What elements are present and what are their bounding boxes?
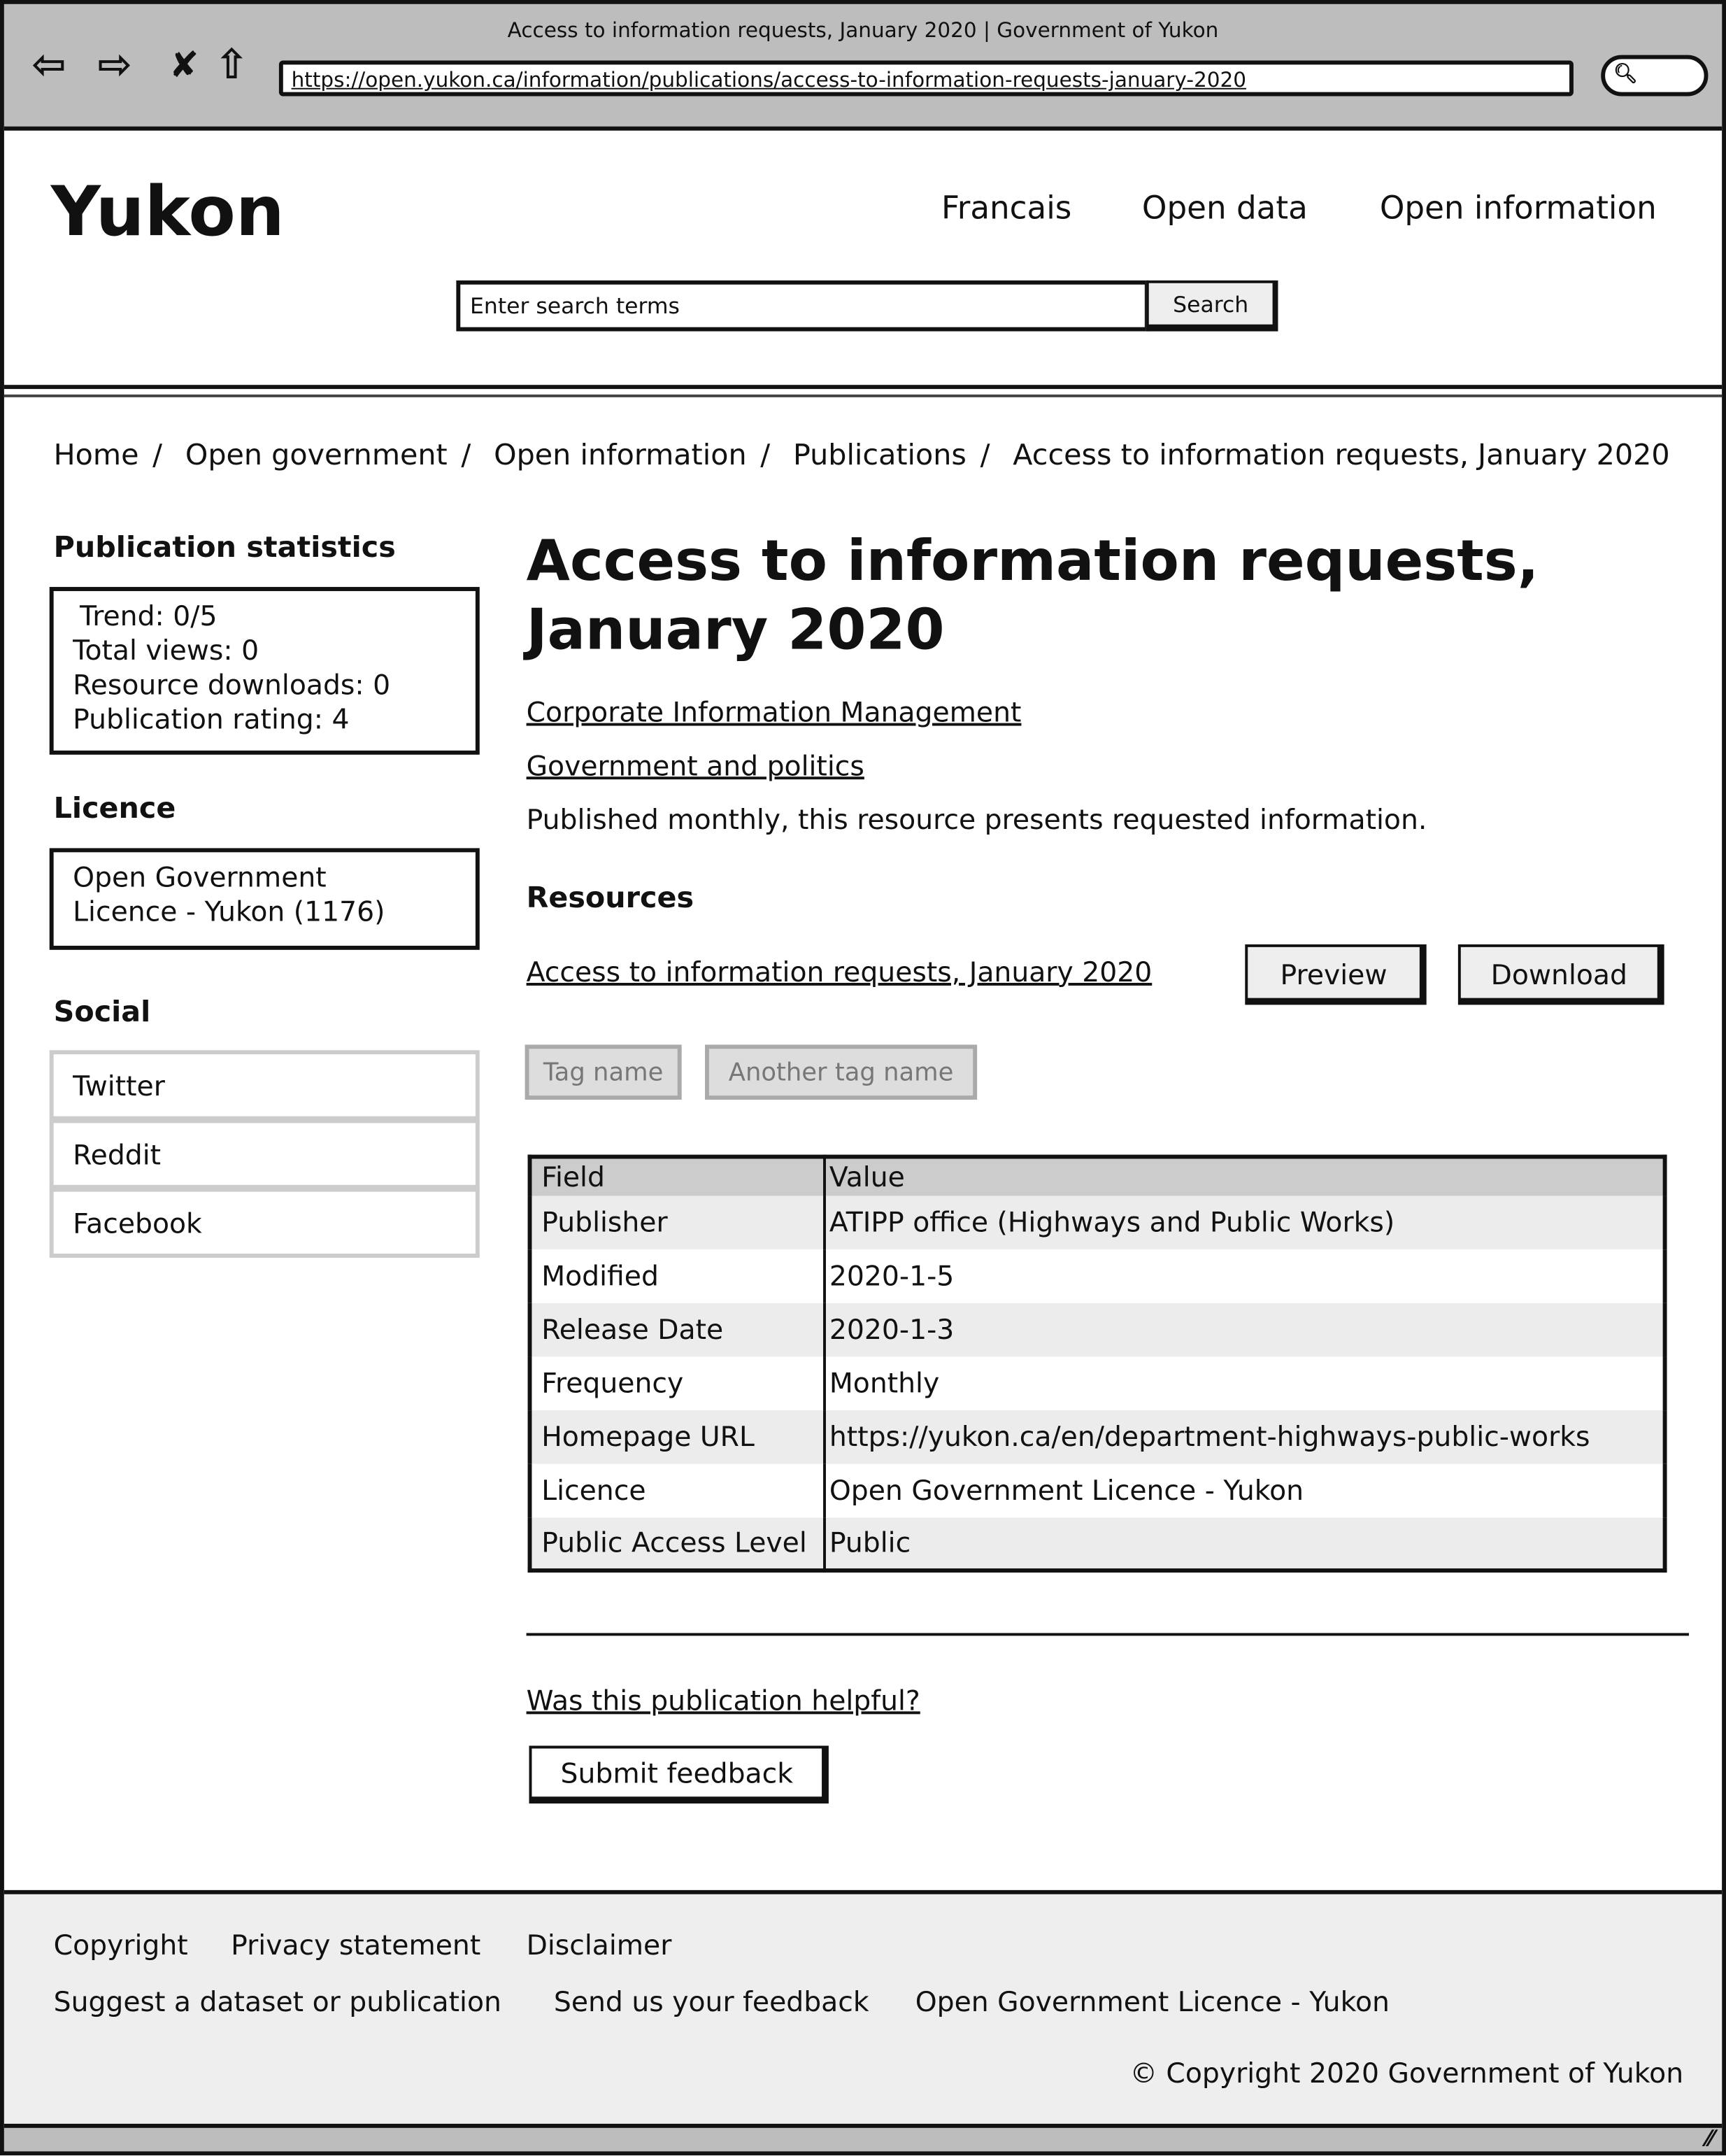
nav-open-information[interactable]: Open information [1379, 191, 1657, 227]
table-row [530, 1463, 1665, 1517]
resources-heading: Resources [526, 881, 694, 914]
breadcrumb-home[interactable]: Home [53, 438, 139, 471]
licence-heading: Licence [53, 791, 176, 825]
resize-handle-icon[interactable]: ⁄⁄ [1706, 2125, 1714, 2152]
feedback-question-link[interactable]: Was this publication helpful? [526, 1684, 920, 1717]
footer-suggest-link[interactable]: Suggest a dataset or publication [53, 1985, 501, 2018]
category-link[interactable]: Government and politics [526, 749, 864, 783]
social-heading: Social [53, 995, 151, 1028]
table-header-row [530, 1157, 1665, 1196]
breadcrumb-separator: / [152, 438, 163, 471]
footer-licence-link[interactable]: Open Government Licence - Yukon [915, 1985, 1390, 2018]
value-cell: Public [824, 1517, 1665, 1570]
back-arrow-icon[interactable]: ⇦ [31, 41, 66, 90]
field-cell: Field [530, 1157, 825, 1196]
breadcrumb-separator: / [461, 438, 471, 471]
social-twitter[interactable]: Twitter [50, 1050, 480, 1120]
search-button[interactable]: Search [1146, 281, 1278, 332]
field-cell: Licence [530, 1463, 825, 1517]
value-cell: 2020-1-3 [824, 1303, 1665, 1356]
nav-francais[interactable]: Francais [941, 191, 1072, 227]
footer-disclaimer-link[interactable]: Disclaimer [526, 1928, 672, 1962]
stat-trend: Trend: 0/5 [79, 599, 217, 632]
tag[interactable]: Tag name [525, 1044, 682, 1100]
field-cell: Release Date [530, 1303, 825, 1356]
header-divider [4, 385, 1722, 397]
field-cell: Homepage URL [530, 1410, 825, 1463]
footer-copyright-link[interactable]: Copyright [53, 1928, 188, 1962]
value-cell: Open Government Licence - Yukon [824, 1463, 1665, 1517]
breadcrumb-publications[interactable]: Publications [792, 438, 967, 471]
breadcrumb-open-information[interactable]: Open information [494, 438, 747, 471]
value-cell: 2020-1-5 [824, 1249, 1665, 1303]
logo[interactable]: Yukon [50, 171, 285, 252]
value-cell: https://yukon.ca/en/department-highways-public-works [824, 1410, 1665, 1463]
page-title: Access to information requests, January 2020 [526, 527, 1539, 663]
table-row [530, 1249, 1665, 1303]
address-bar[interactable]: https://open.yukon.ca/information/publications/access-to-information-requests-january-2020 [279, 60, 1574, 96]
divider [527, 1633, 1689, 1636]
preview-button[interactable]: Preview [1245, 944, 1426, 1005]
description: Published monthly, this resource presents requested information. [526, 802, 1427, 836]
stop-icon[interactable]: ✘ [169, 45, 199, 87]
breadcrumb-separator: / [980, 438, 990, 471]
licence-line: Open Government [73, 860, 327, 894]
table-row [530, 1303, 1665, 1356]
licence-box [50, 848, 480, 949]
search-input[interactable]: Enter search terms [456, 281, 1148, 332]
licence-line: Licence - Yukon (1176) [73, 895, 385, 928]
status-bar [4, 2124, 1722, 2151]
metadata-table [528, 1155, 1667, 1573]
breadcrumb-open-government[interactable]: Open government [185, 438, 448, 471]
home-icon[interactable]: ⇧ [214, 41, 249, 90]
submit-feedback-button[interactable]: Submit feedback [529, 1746, 829, 1804]
tag[interactable]: Another tag name [705, 1044, 977, 1100]
stat-rating: Publication rating: 4 [73, 702, 350, 736]
footer-privacy-link[interactable]: Privacy statement [231, 1928, 481, 1962]
stats-heading: Publication statistics [53, 530, 396, 564]
value-cell: ATIPP office (Highways and Public Works) [824, 1196, 1665, 1249]
download-button[interactable]: Download [1458, 944, 1664, 1005]
stat-views: Total views: 0 [73, 633, 259, 667]
stats-box [50, 587, 480, 755]
footer-feedback-link[interactable]: Send us your feedback [553, 1985, 869, 2018]
org-link[interactable]: Corporate Information Management [526, 695, 1022, 729]
table-row [530, 1356, 1665, 1410]
value-cell: Value [824, 1157, 1665, 1196]
breadcrumb-current: Access to information requests, January 2020 [1013, 438, 1670, 471]
forward-arrow-icon[interactable]: ⇨ [97, 41, 132, 90]
table-row [530, 1196, 1665, 1249]
field-cell: Public Access Level [530, 1517, 825, 1570]
field-cell: Publisher [530, 1196, 825, 1249]
stat-downloads: Resource downloads: 0 [73, 667, 391, 702]
table-row [530, 1410, 1665, 1463]
footer-copyright-text: © Copyright 2020 Government of Yukon [1129, 2056, 1684, 2090]
breadcrumb-separator: / [760, 438, 771, 471]
field-cell: Modified [530, 1249, 825, 1303]
footer [4, 1890, 1722, 2124]
window-title: Access to information requests, January 2020 | Government of Yukon [507, 17, 1219, 43]
breadcrumb [54, 439, 1670, 471]
social-reddit[interactable]: Reddit [50, 1119, 480, 1189]
resource-link[interactable]: Access to information requests, January 2020 [526, 955, 1153, 988]
nav-open-data[interactable]: Open data [1141, 191, 1308, 227]
table-row [530, 1517, 1665, 1570]
browser-chrome [4, 4, 1722, 131]
social-facebook[interactable]: Facebook [50, 1188, 480, 1258]
search-icon[interactable]: 🔍︎ [1601, 55, 1708, 97]
field-cell: Frequency [530, 1356, 825, 1410]
value-cell: Monthly [824, 1356, 1665, 1410]
